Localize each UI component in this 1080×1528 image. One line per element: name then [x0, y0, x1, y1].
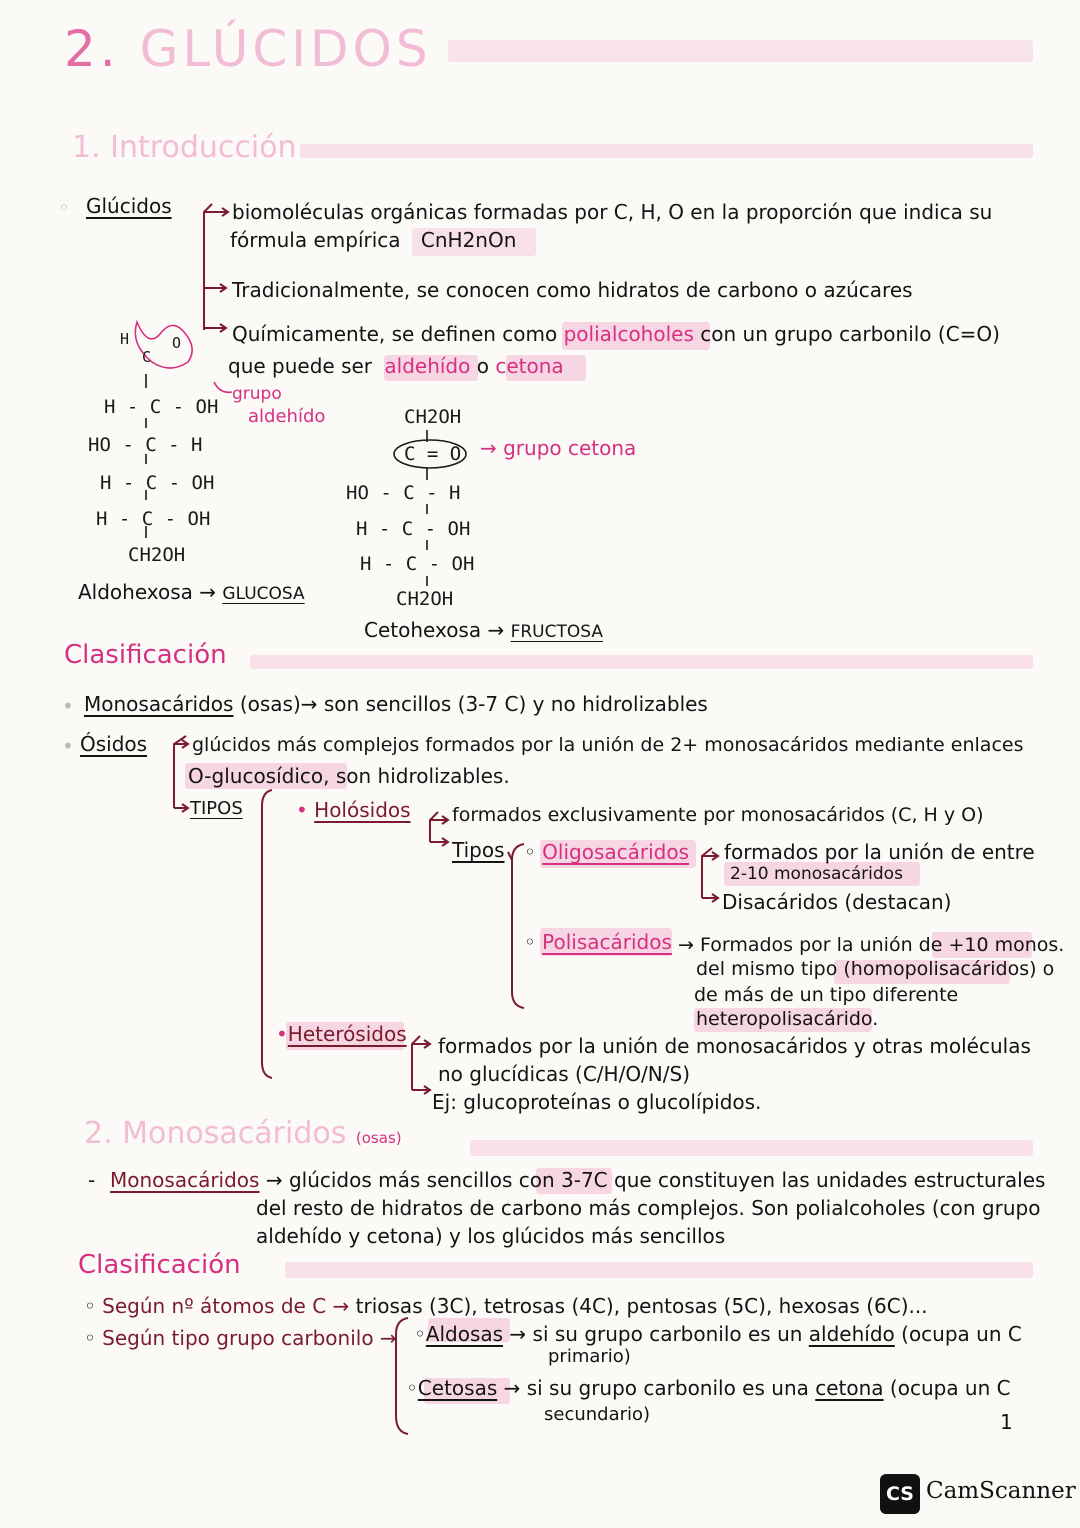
mono-text: (osas)→ son sencillos (3-7 C) y no hidrolizables [239, 692, 708, 716]
empirical-formula: CnH2nOn [420, 228, 517, 252]
intro-b3-c: con un grupo carbonilo (C=O) [700, 322, 1000, 346]
monosacaridos-heading-sub: (osas) [355, 1129, 402, 1147]
fructose-caption-text: Cetohexosa → [364, 618, 505, 642]
osidos-line1: glúcidos más complejos formados por la unión de 2+ monosacáridos mediante enlaces [192, 734, 1024, 756]
intro-b1-line2 [230, 228, 516, 252]
osidos-line2 [188, 764, 510, 788]
hetero-text-1: formados por la unión de monosacáridos y otras moléculas [438, 1034, 1031, 1058]
glucose-note-1: grupo [232, 384, 282, 404]
holosidos-bullet: • [296, 798, 308, 822]
osidos-hidrolizables: , son hidrolizables. [323, 764, 510, 788]
oligo-bullet: ◦ [524, 840, 536, 864]
intro-b2: Tradicionalmente, se conocen como hidratos de carbono o azúcares [232, 278, 913, 302]
mono-line [84, 692, 708, 716]
page-number: 1 [1000, 1410, 1013, 1434]
oligo-term: Oligosacáridos [542, 840, 690, 864]
glucose-top-h: H [120, 330, 130, 348]
aldosas-line1 [414, 1322, 1022, 1346]
glucose-row-3: H - C - OH [100, 472, 215, 494]
glucose-row-2: HO - C - H [88, 434, 203, 456]
poli-term: Polisacáridos [542, 930, 672, 954]
glucose-top-c: C [142, 348, 152, 366]
oligo-line [524, 840, 689, 864]
holosidos-line [296, 798, 411, 822]
aldosas-a: → si su grupo carbonilo es un [509, 1322, 803, 1346]
aldosas-c: (ocupa un C [901, 1322, 1022, 1346]
camscanner-text: CamScanner [926, 1478, 1076, 1504]
cetosas-line1 [406, 1376, 1011, 1400]
intro-b3-line2 [228, 354, 564, 378]
fructose-caption [364, 618, 603, 642]
cetosas-cetona: cetona [815, 1376, 884, 1400]
intro-b3-polialcoholes: polialcoholes [563, 322, 694, 346]
c1-text: triosas (3C), tetrosas (4C), pentosas (5C), hexosas (6C)... [355, 1294, 928, 1318]
camscanner-logo: CS [880, 1474, 920, 1514]
intro-b3-line1 [232, 322, 1000, 346]
cetosas-c: (ocupa un C [889, 1376, 1011, 1400]
fructose-row-4: H - C - OH [356, 518, 471, 540]
clasificacion-heading-2: Clasificación [78, 1250, 241, 1280]
mono2-line1 [110, 1168, 1045, 1192]
glucidos-term: Glúcidos [86, 194, 172, 218]
intro-b3-line2-a: que puede ser [228, 354, 373, 378]
cetosas-a: → si su grupo carbonilo es una [503, 1376, 809, 1400]
cetosas-bullet: ◦ [406, 1376, 418, 1400]
disacaridos-text: Disacáridos (destacan) [722, 890, 952, 914]
fructose-row-1: CH2OH [404, 406, 462, 428]
title-text: GLÚCIDOS [139, 20, 432, 78]
glucose-caption [78, 580, 305, 604]
c1-bullet: ◦ [84, 1294, 96, 1318]
page-title [64, 20, 432, 78]
mono2-3-7c: 3-7C [561, 1168, 608, 1192]
c1-line [84, 1294, 928, 1318]
mono2-line1-c: que constituyen las unidades estructurales [614, 1168, 1046, 1192]
c2-line [84, 1326, 397, 1350]
intro-b3-cetona: cetona [495, 354, 564, 378]
aldosas-bullet: ◦ [414, 1322, 426, 1346]
fructose-note: → grupo cetona [480, 436, 637, 460]
poli-text-4: heteropolisacárido. [696, 1008, 879, 1030]
intro-b3-a: Químicamente, se definen como [232, 322, 558, 346]
poli-text-3: de más de un tipo diferente [694, 984, 959, 1006]
mono-bullet: • [62, 694, 74, 718]
glucose-row-1: H - C - OH [104, 396, 219, 418]
glucose-row-5: CH2OH [128, 544, 186, 566]
holosidos-term: Holósidos [314, 798, 411, 822]
hetero-text-3: Ej: glucoproteínas o glucolípidos. [432, 1090, 762, 1114]
cetosas-line2: secundario) [544, 1404, 651, 1425]
title-number: 2. [64, 20, 120, 78]
hetero-text-2: no glucídicas (C/H/O/N/S) [438, 1062, 690, 1086]
mono2-line2: del resto de hidratos de carbono más complejos. Son polialcoholes (con grupo [256, 1196, 1041, 1220]
aldosas-aldehido: aldehído [808, 1322, 895, 1346]
heterosidos-line [276, 1022, 407, 1046]
clasificacion-heading-1: Clasificación [64, 640, 227, 670]
oligo-text-1: formados por la unión de entre [724, 840, 1035, 864]
poli-text-1: → Formados por la unión de +10 monos. [678, 934, 1065, 956]
c2-bullet: ◦ [84, 1326, 96, 1350]
osidos-bullet: • [62, 734, 74, 758]
intro-heading: 1. Introducción [72, 130, 297, 165]
intro-b1-line2-text: fórmula empírica [230, 228, 401, 252]
cetosas-term: Cetosas [417, 1376, 498, 1400]
glucose-name: GLUCOSA [222, 584, 305, 604]
glucidos-bullet: ◦ [58, 196, 70, 220]
holosidos-text: formados exclusivamente por monosacáridos (C, H y O) [452, 804, 984, 826]
fructose-row-5: H - C - OH [360, 553, 475, 575]
monosacaridos-heading [84, 1116, 402, 1151]
fructose-row-3: HO - C - H [346, 482, 461, 504]
poli-bullet: ◦ [524, 930, 536, 954]
mono2-line3: aldehído y cetona) y los glúcidos más sencillos [256, 1224, 726, 1248]
aldosas-term: Aldosas [425, 1322, 504, 1346]
poli-line [524, 930, 672, 954]
poli-text-2: del mismo tipo (homopolisacáridos) o [696, 958, 1055, 980]
monosacaridos-heading-text: 2. Monosacáridos [84, 1116, 347, 1151]
mono2-dash: - [88, 1168, 96, 1192]
glucose-top-o: O [172, 334, 182, 352]
osidos-term: Ósidos [80, 732, 148, 756]
mono2-term: Monosacáridos [110, 1168, 260, 1192]
fructose-row-2: C = O [404, 443, 462, 465]
mono2-line1-a: → glúcidos más sencillos con [265, 1168, 555, 1192]
tipos2-label: Tipos [452, 838, 505, 862]
fructose-name: FRUCTOSA [510, 622, 603, 642]
intro-b3-aldehido: aldehído [384, 354, 471, 378]
c2-label: Según tipo grupo carbonilo → [102, 1326, 397, 1350]
intro-b1-line1: biomoléculas orgánicas formadas por C, H, O en la proporción que indica su [232, 200, 993, 224]
heterosidos-bullet: • [276, 1022, 288, 1046]
intro-b3-o: o [476, 354, 489, 378]
oligo-text-2: 2-10 monosacáridos [730, 864, 903, 884]
mono-term: Monosacáridos [84, 692, 234, 716]
aldosas-line2: primario) [548, 1346, 631, 1367]
fructose-row-6: CH2OH [396, 588, 454, 610]
glucose-note-2: aldehído [248, 406, 326, 427]
c1-label: Según nº átomos de C → [102, 1294, 350, 1318]
glucose-caption-text: Aldohexosa → [78, 580, 217, 604]
heterosidos-term: Heterósidos [287, 1022, 407, 1046]
tipos-label: TIPOS [190, 798, 243, 819]
osidos-glucosidico: O-glucosídico [188, 764, 324, 788]
glucose-row-4: H - C - OH [96, 508, 211, 530]
